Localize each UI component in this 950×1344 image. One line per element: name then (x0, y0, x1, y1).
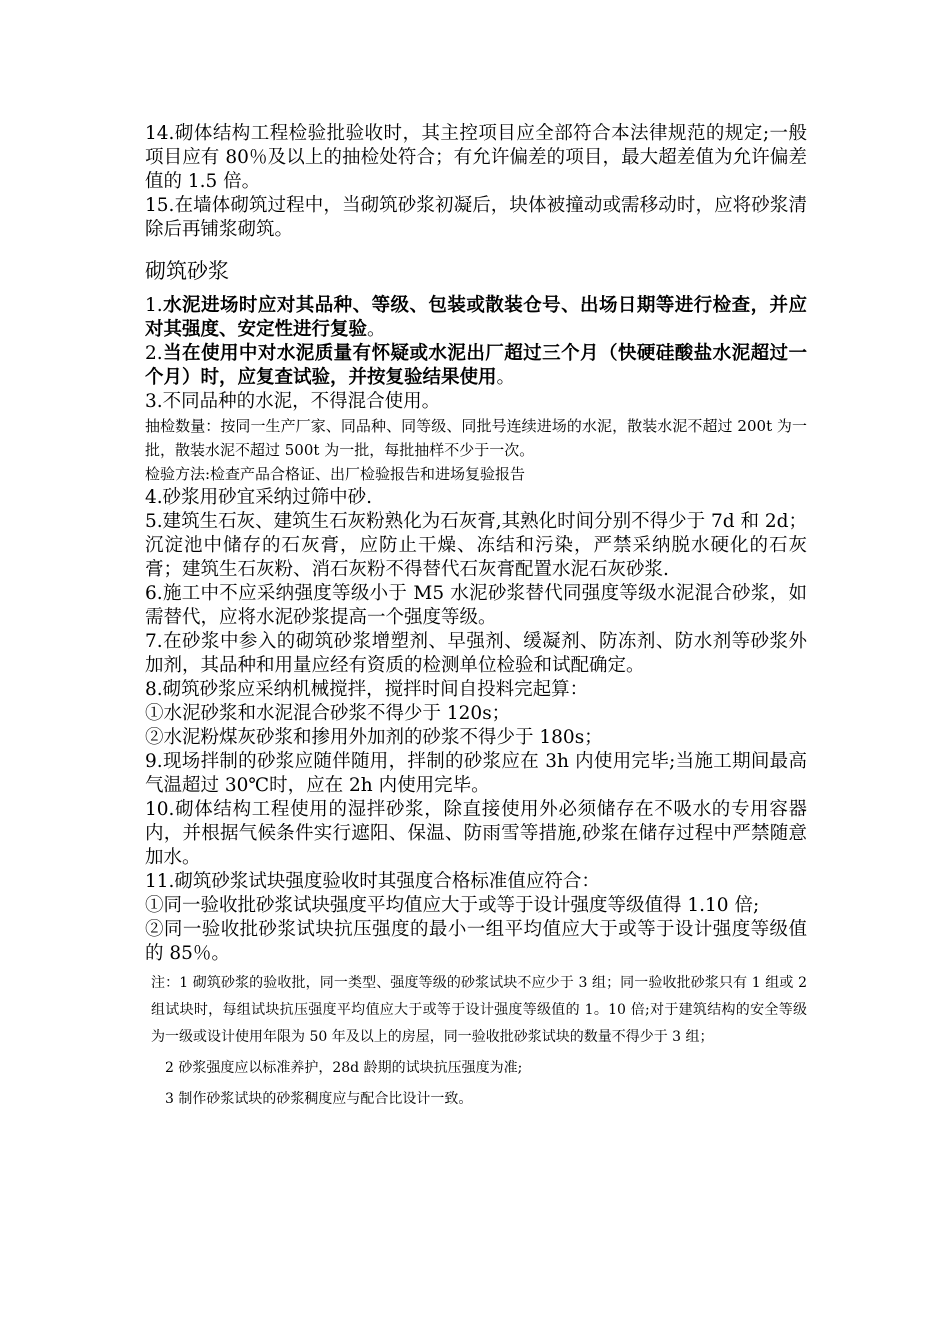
note-3: 3 制作砂浆试块的砂浆稠度应与配合比设计一致。 (165, 1091, 473, 1107)
paragraph-15: 15.在墙体砌筑过程中，当砌筑砂浆初凝后，块体被撞动或需移动时，应将砂浆清除后再铺浆砌筑。 (145, 195, 807, 240)
item-1 (145, 294, 807, 342)
item-6: 6.施工中不应采纳强度等级小于 M5 水泥砂浆替代同强度等级水泥混合砂浆，如需替代，应将水泥砂浆提高一个强度等级。 (145, 583, 807, 628)
item-11: 11.砌筑砂浆试块强度验收时其强度合格标准值应符合： (145, 871, 600, 892)
section-heading: 砌筑砂浆 (145, 259, 229, 283)
note-1: 注：1 砌筑砂浆的验收批，同一类型、强度等级的砂浆试块不应少于 3 组；同一验收批砂浆只有 1 组或 2 组试块时，每组试块抗压强度平均值应大于或等于设计强度等级值的 1。10 倍;对于建筑结构的安全等级为一级或设计使用年限为 50 年及以上的房屋，同一验收批砂浆试块的数量不得少于 3 组； (151, 975, 807, 1045)
note-2: 2 砂浆强度应以标准养护，28d 龄期的试块抗压强度为准; (165, 1060, 523, 1076)
item-7: 7.在砂浆中参入的砌筑砂浆增塑剂、早强剂、缓凝剂、防冻剂、防水剂等砂浆外加剂，其品种和用量应经有资质的检测单位检验和试配确定。 (145, 631, 807, 676)
item-2-number: 2. (145, 343, 163, 364)
item-2 (145, 342, 807, 390)
document-page (145, 122, 807, 1113)
item-2-end: 。 (496, 367, 516, 388)
item-9: 9.现场拌制的砂浆应随伴随用，拌制的砂浆应在 3h 内使用完毕;当施工期间最高气温超过 30℃时，应在 2h 内使用完毕。 (145, 751, 807, 796)
item-11-b: ②同一验收批砂浆试块抗压强度的最小一组平均值应大于或等于设计强度等级值的 85％。 (145, 919, 807, 964)
item-11-a: ①同一验收批砂浆试块强度平均值应大于或等于设计强度等级值得 1.10 倍; (145, 895, 760, 916)
item-1-bold-text: 水泥进场时应对其品种、等级、包装或散装仓号、出场日期等进行检查，并应对其强度、安定性进行复验 (145, 295, 807, 340)
item-5: 5.建筑生石灰、建筑生石灰粉熟化为石灰膏,其熟化时间分别不得少于 7d 和 2d；沉淀池中储存的石灰膏，应防止干燥、冻结和污染，严禁采纳脱水硬化的石灰膏；建筑生石灰粉、消石灰粉不得替代石灰膏配置水泥石灰砂浆. (145, 511, 807, 580)
item-8: 8.砌筑砂浆应采纳机械搅拌，搅拌时间自投料完起算： (145, 679, 589, 700)
item-8-a: ①水泥砂浆和水泥混合砂浆不得少于 120s； (145, 703, 511, 724)
item-3: 3.不同品种的水泥，不得混合使用。 (145, 391, 441, 412)
sample-quantity: 抽检数量：按同一生产厂家、同品种、同等级、同批号连续进场的水泥，散装水泥不超过 200t 为一批，散装水泥不超过 500t 为一批，每批抽样不少于一次。 (145, 417, 807, 459)
item-10: 10.砌体结构工程使用的湿拌砂浆，除直接使用外必须储存在不吸水的专用容器内，并根据气候条件实行遮阳、保温、防雨雪等措施,砂浆在储存过程中严禁随意加水。 (145, 799, 807, 868)
item-2-bold-text: 当在使用中对水泥质量有怀疑或水泥出厂超过三个月（快硬硅酸盐水泥超过一个月）时，应复查试验，并按复验结果使用 (145, 343, 807, 388)
item-1-number: 1. (145, 295, 163, 316)
item-8-b: ②水泥粉煤灰砂浆和掺用外加剂的砂浆不得少于 180s； (145, 727, 603, 748)
item-4: 4.砂浆用砂宜采纳过筛中砂. (145, 487, 373, 508)
paragraph-14: 14.砌体结构工程检验批验收时，其主控项目应全部符合本法律规范的规定;一般项目应有 80％及以上的抽检处符合；有允许偏差的项目，最大超差值为允许偏差值的 1.5 倍。 (145, 123, 807, 192)
inspection-method: 检验方法:检查产品合格证、出厂检验报告和进场复验报告 (145, 465, 526, 483)
item-1-end: 。 (367, 319, 386, 340)
